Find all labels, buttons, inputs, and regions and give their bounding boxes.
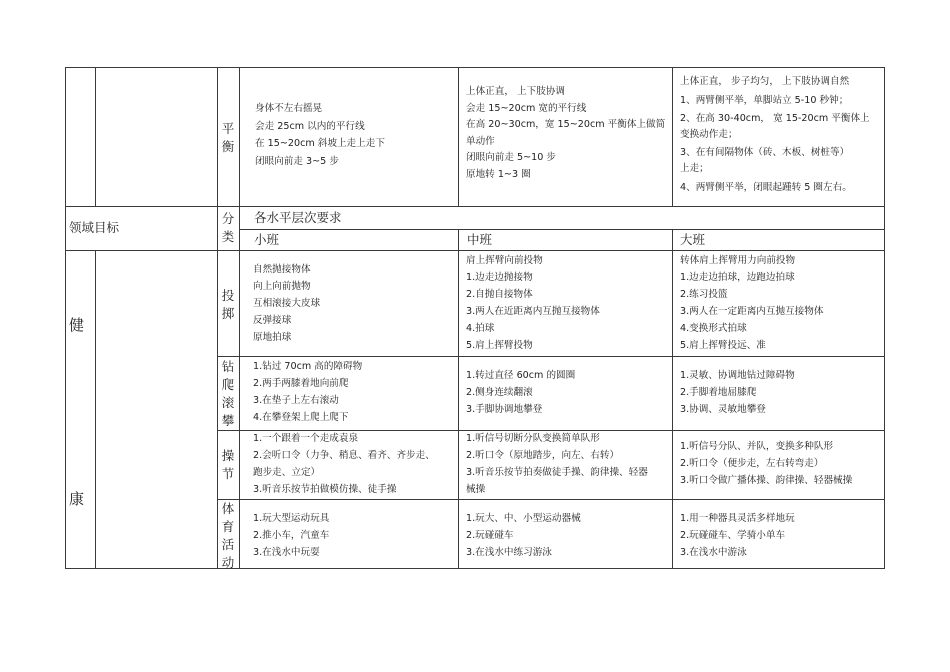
throw-middle-line: 2.自抛自接物体 [466,288,533,300]
crawl-small-line: 1.钻过 70cm 高的障碍物 [253,361,363,372]
balance-large-line: 变换动作走； [680,128,738,140]
crawl-middle-line: 2.侧身连续翻滚 [466,386,533,398]
crawl-small-line: 2.两手两膝着地向前爬 [253,377,349,389]
balance-label: 平 衡 [221,121,235,154]
balance-small-line: 身体不左右摇晃 [255,103,323,114]
rule-left [65,67,66,569]
crawl-middle-cell [466,371,575,415]
rule-drill-bottom [217,499,885,500]
drill-middle-cell [466,434,648,495]
throw-middle-cell [466,256,600,351]
crawl-large-cell [680,371,795,415]
rule-inner-left-top [95,67,96,207]
rule-middle-large-bottom [672,229,673,569]
throw-large-cell [680,256,823,351]
drill-large-line: 1.听信号分队、并队，变换多种队形 [680,441,834,452]
crawl-small-line: 3.在垫子上左右滚动 [253,394,339,406]
domain-char-health-2: 康 [69,490,85,508]
rule-category-right [239,67,240,569]
rule-crawl-bottom [217,430,885,431]
rule-category-left [217,67,218,569]
balance-small-cell [255,104,385,166]
drill-small-line: 1.一个跟着一个走成袁泉 [253,433,359,444]
crawl-middle-line: 3.手脚协调地攀登 [466,403,543,415]
balance-large-line: 上走； [680,162,709,174]
level-requirement-header: 各水平层次要求 [254,210,342,225]
balance-small-line: 在 15~20cm 斜坡上走上走下 [255,138,385,150]
sports-large-line: 2.玩碰碰车、学骑小单车 [680,529,786,541]
throw-large-line: 1.边走边拍球，边跑边拍球 [680,271,795,283]
rule-small-middle-top [458,67,459,207]
throw-small-line: 互相滚接大皮球 [253,297,321,309]
small-class-header: 小班 [254,232,280,247]
balance-middle-line: 原地转 1~3 圈 [466,168,531,180]
throw-small-line: 原地拍球 [253,331,292,343]
balance-small-line: 闭眼向前走 3~5 步 [255,155,339,167]
drill-small-line: 3.听音乐按节拍做模仿操、徒手操 [253,483,397,495]
sports-small-line: 2.推小车，汽童车 [253,529,330,541]
sports-middle-line: 1.玩大、中、小型运动器械 [466,513,581,524]
balance-large-line: 2、在高 30-40cm， 宽 15-20cm 平衡体上 [680,113,870,125]
balance-middle-line: 闭眼向前走 5~10 步 [466,152,557,164]
large-class-header: 大班 [680,232,706,247]
sports-large-line: 1.用一种器具灵活多样地玩 [680,513,795,524]
crawl-label: 钻 爬 滚 攀 [221,359,235,428]
middle-class-header: 中班 [467,232,493,247]
drill-large-line: 2.听口令（便步走，左右转弯走） [680,457,824,469]
sports-small-line: 3.在浅水中玩耍 [253,546,320,558]
rule-header-mid [239,229,885,230]
balance-middle-line: 上体正直， 上下肢协调 [466,86,565,97]
drill-large-cell [680,442,852,486]
drill-middle-line: 3.听音乐按节拍奏做徒手操、韵律操、轻器 [466,466,648,478]
throw-large-line: 3.两人在一定距离内互抛互接物体 [680,305,824,317]
throw-middle-line: 肩上挥臂向前投物 [466,255,543,266]
throw-large-line: 2.练习投篮 [680,288,728,300]
sports-small-cell [253,514,329,558]
category-header: 分 类 [221,211,235,244]
throw-middle-line: 4.拍球 [466,322,495,334]
throw-small-line: 向上向前抛物 [253,280,311,292]
throw-middle-line: 5.肩上挥臂投物 [466,339,533,351]
throw-small-line: 反弹接球 [253,314,292,326]
drill-large-line: 3.听口令做广播体操、韵律操、轻器械操 [680,474,853,486]
balance-large-line: 3、在有间隔物体（砖、木板、树桩等） [680,147,850,159]
rule-inner-left-bottom [95,250,96,569]
sports-middle-line: 2.玩碰碰车 [466,529,514,541]
crawl-small-cell [253,362,362,423]
sports-small-line: 1.玩大型运动玩具 [253,513,330,524]
throw-large-line: 5.肩上挥臂投远、准 [680,339,766,351]
balance-large-line: 1、两臂侧平举，单脚站立 5-10 秒钟； [680,94,849,106]
rule-top [65,67,885,68]
crawl-large-line: 3.协调、灵敏地攀登 [680,403,766,415]
balance-large-line: 4、两臂侧平举，闭眼起踵转 5 圈左右。 [680,181,852,193]
crawl-large-line: 1.灵敏、协调地钻过障碍物 [680,370,795,381]
rule-right [884,67,885,569]
rule-balance-bottom [65,206,885,207]
balance-large-cell [680,77,870,192]
throw-middle-line: 1.边走边抛接物 [466,271,533,283]
drill-small-line: 2.会听口令（力争、稍息、看齐、齐步走、 [253,449,435,461]
drill-middle-line: 械操 [466,483,486,495]
sports-label: 体 育 活 动 [221,501,235,570]
throw-label: 投 掷 [221,288,235,321]
crawl-large-line: 2.手脚着地屈膝爬 [680,386,757,398]
drill-small-line: 跑步走、立定） [253,466,321,478]
sports-middle-line: 3.在浅水中练习游泳 [466,546,552,558]
balance-middle-cell [466,87,665,180]
sports-large-cell [680,514,795,558]
drill-middle-line: 2.听口令（原地踏步，向左、右转） [466,449,620,461]
throw-large-line: 4.变换形式拍球 [680,322,747,334]
throw-small-line: 自然抛接物体 [253,264,311,275]
crawl-small-line: 4.在攀登架上爬上爬下 [253,411,349,423]
drill-small-cell [253,434,435,495]
sports-large-line: 3.在浅水中游泳 [680,546,747,558]
throw-large-line: 转体肩上挥臂用力向前投物 [680,255,796,266]
rule-header-bottom [65,250,885,251]
balance-middle-line: 单动作 [466,135,495,147]
rule-throw-bottom [217,356,885,357]
sports-middle-cell [466,514,581,558]
rule-small-middle-bottom [458,229,459,569]
balance-middle-line: 在高 20~30cm，宽 15~20cm 平衡体上做简 [466,119,666,131]
drill-middle-line: 1.听信号切断分队变换简单队形 [466,433,600,444]
rule-middle-large-top [672,67,673,207]
domain-char-health-1: 健 [69,316,85,334]
rule-bottom [65,568,885,569]
balance-large-line: 上体正直， 步子均匀， 上下肢协调自然 [680,76,850,87]
domain-goal-header: 领域目标 [69,220,120,235]
drill-label: 操 节 [221,448,235,481]
crawl-middle-line: 1.转过直径 60cm 的圆圈 [466,370,576,381]
balance-small-line: 会走 25cm 以内的平行线 [255,120,365,132]
throw-middle-line: 3.两人在近距离内互抛互接物体 [466,305,600,317]
throw-small-cell [253,265,320,343]
balance-middle-line: 会走 15~20cm 宽的平行线 [466,102,587,114]
